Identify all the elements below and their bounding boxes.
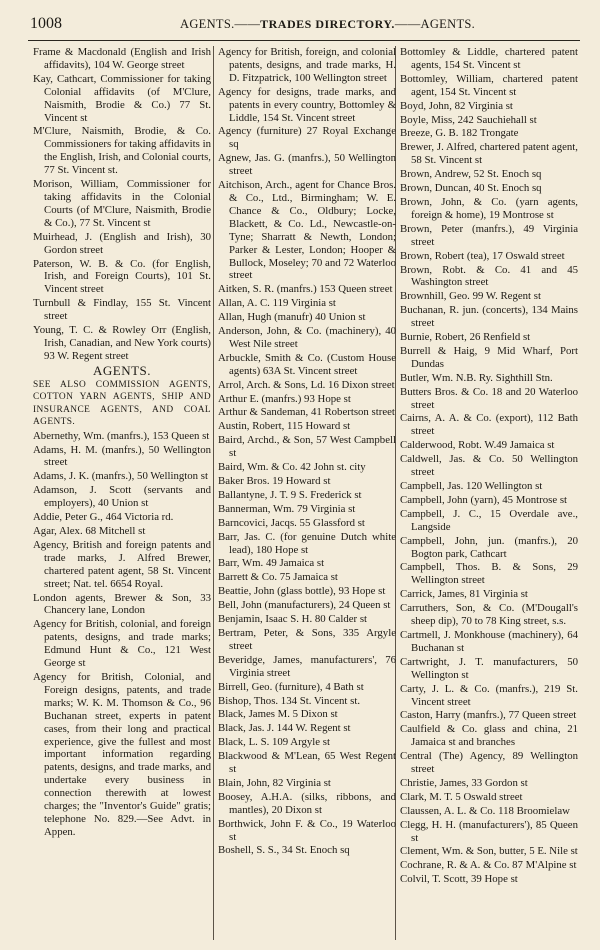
directory-entry: Bottomley & Liddle, chartered patent agents, 154 St. Vincent st (400, 46, 578, 71)
directory-entry: Aitchison, Arch., agent for Chance Bros. & Co., Ltd., Birmingham; W. E. Chance & Co., Oldbury; Locke, Blackett, & Co. Ld., Newcastle-on-Tyne; Sharratt & Newth, London; Parker & Lester, London; Hooper & Bullock, Moseley; 70 and 72 Waterloo street (218, 179, 396, 282)
directory-entry: Agency for designs, trade marks, and patents in every country, Bottomley & Liddle, 154 St. Vincent street (218, 85, 396, 124)
directory-entry: Anderson, John, & Co. (machinery), 40 West Nile street (218, 325, 396, 350)
directory-entry: Barncovici, Jacqs. 55 Glassford st (218, 516, 365, 529)
directory-entry: Arbuckle, Smith & Co. (Custom House agents) 63A St. Vincent street (218, 351, 396, 377)
directory-entry: Cartmell, J. Monkhouse (machinery), 64 Buchanan st (400, 628, 578, 654)
running-title (180, 17, 475, 32)
directory-entry: Allan, Hugh (manufr) 40 Union st (218, 311, 366, 324)
directory-entry: Adamson, J. Scott (servants and employers), 40 Union st (33, 484, 211, 510)
directory-entry: Butters Bros. & Co. 18 and 20 Waterloo street (400, 385, 578, 411)
directory-entry: Blain, John, 82 Virginia st (218, 776, 331, 789)
directory-entry: Bell, John (manufacturers), 24 Queen st (218, 599, 391, 612)
directory-entry: Addie, Peter G., 464 Victoria rd. (33, 511, 174, 524)
directory-entry: Clement, Wm. & Son, butter, 5 E. Nile st (400, 845, 578, 858)
directory-entry: Adams, J. K. (manfrs.), 50 Wellington st (33, 470, 208, 483)
directory-entry: Carrick, James, 81 Virginia st (400, 588, 528, 601)
directory-entry: Boyle, Miss, 242 Sauchiehall st (400, 113, 537, 126)
agents-entries (218, 46, 396, 857)
directory-entry: Agency, British and foreign patents and trade marks, J. Alfred Brewer, chartered patent agent, 58 St. Vincent street; Nat. tel. 6654 Royal. (33, 538, 211, 590)
directory-entry: Agency for British, colonial, and foreign patents, designs, and trade marks; Edmund Hunt & Co., 121 West George st (33, 618, 211, 670)
directory-entry: Brown, John, & Co. (yarn agents, foreign & home), 19 Montrose st (400, 195, 578, 221)
directory-entry: Arthur & Sandeman, 41 Robertson street (218, 406, 395, 419)
directory-entry: Agnew, Jas. G. (manfrs.), 50 Wellington street (218, 152, 396, 178)
directory-entry: Benjamin, Isaac S. H. 80 Calder st (218, 613, 368, 626)
directory-entry: Bertram, Peter, & Sons, 335 Argyle street (218, 626, 396, 652)
directory-entry: Allan, A. C. 119 Virginia st (218, 297, 336, 310)
directory-entry: Agency (furniture) 27 Royal Exchange sq (218, 125, 396, 151)
directory-entry: Buchanan, R. jun. (concerts), 134 Mains street (400, 304, 578, 330)
directory-entry: Bannerman, Wm. 79 Virginia st (218, 502, 356, 515)
see-also-note: SEE ALSO COMMISSION AGENTS, COTTON YARN AGENTS, SHIP AND INSURANCE AGENTS, AND COAL AGENTS. (33, 379, 211, 428)
directory-entry: Carruthers, Son, & Co. (M'Dougall's sheep dip), 70 to 78 King street, s.s. (400, 602, 578, 628)
page-header (0, 10, 600, 38)
directory-entry: Cairns, A. A. & Co. (export), 112 Bath street (400, 412, 578, 438)
running-title-left: AGENTS.—— (180, 16, 261, 31)
running-title-center: TRADES DIRECTORY. (260, 16, 395, 31)
directory-entry: Carty, J. L. & Co. (manfrs.), 219 St. Vincent street (400, 682, 578, 708)
directory-entry: Arthur E. (manfrs.) 93 Hope st (218, 392, 351, 405)
column-divider (213, 46, 214, 940)
directory-entry: Agency for British, Colonial, and Foreign designs, patents, and trade marks; W. K. M. Thomson & Co., 96 Buchanan street, experts in patent cases, from their long and practical experience, give the fullest and most important information regarding patents, designs, and trade marks, and undertake every business in connection therewith at lowest charges; the "Inventor's Guide" gratis; telephone No. 829.—See Advt. in Appen. (33, 670, 211, 838)
directory-entry: Campbell, John, jun. (manfrs.), 20 Bogton park, Cathcart (400, 534, 578, 560)
directory-entry: Barr, Wm. 49 Jamaica st (218, 557, 325, 570)
agents-entries (33, 430, 211, 839)
directory-entry: Brown, Duncan, 40 St. Enoch sq (400, 182, 542, 195)
directory-entry: Calderwood, Robt. W.49 Jamaica st (400, 439, 555, 452)
directory-entry: Black, James M. 5 Dixon st (218, 708, 338, 721)
directory-entry: Boshell, S. S., 34 St. Enoch sq (218, 844, 350, 857)
directory-entry: Muirhead, J. (English and Irish), 30 Gordon street (33, 230, 211, 256)
directory-entry: London agents, Brewer & Son, 33 Chancery lane, London (33, 591, 211, 617)
directory-entry: Christie, James, 33 Gordon st (400, 776, 528, 789)
directory-entry: Burnie, Robert, 26 Renfield st (400, 331, 531, 344)
directory-entry: Blackwood & M'Lean, 65 West Regent st (218, 750, 396, 776)
header-rule (28, 40, 580, 41)
directory-entry: Frame & Macdonald (English and Irish affidavits), 104 W. George street (33, 46, 211, 71)
directory-entry: Baker Bros. 19 Howard st (218, 475, 331, 487)
running-title-right: ——AGENTS. (394, 16, 476, 31)
directory-entry: Burrell & Haig, 9 Mid Wharf, Port Dundas (400, 344, 578, 370)
directory-entry: Caldwell, Jas. & Co. 50 Wellington street (400, 453, 578, 479)
directory-entry: Brown, Robt. & Co. 41 and 45 Washington street (400, 263, 578, 289)
directory-entry: Arrol, Arch. & Sons, Ld. 16 Dixon street (218, 378, 395, 391)
directory-entry: Central (The) Agency, 89 Wellington street (400, 750, 578, 776)
directory-entry: Black, Jas. J. 144 W. Regent st (218, 722, 351, 735)
directory-entry: Campbell, J. C., 15 Overdale ave., Langside (400, 507, 578, 533)
directory-entry: Boosey, A.H.A. (silks, ribbons, and mantles), 20 Dixon st (218, 790, 396, 816)
directory-entry: Campbell, Jas. 120 Wellington st (400, 480, 543, 492)
directory-entry: Agar, Alex. 68 Mitchell st (33, 525, 146, 537)
directory-entry: Colvil, T. Scott, 39 Hope st (400, 873, 518, 886)
directory-entry: Brown, Robert (tea), 17 Oswald street (400, 249, 565, 262)
directory-entry: Butler, Wm. N.B. Ry. Sighthill Stn. (400, 371, 553, 384)
directory-entry: Abernethy, Wm. (manfrs.), 153 Queen st (33, 429, 210, 442)
directory-entry: Cartwright, J. T. manufacturers, 50 Wellington st (400, 655, 578, 681)
directory-entry: Baird, Archd., & Son, 57 West Campbell st (218, 434, 396, 460)
directory-entry: Caston, Harry (manfrs.), 77 Queen street (400, 709, 577, 722)
column-2 (218, 46, 396, 858)
directory-entry: Bottomley, William, chartered patent agent, 154 St. Vincent st (400, 72, 578, 98)
directory-entry: Kay, Cathcart, Commissioner for taking Colonial affidavits (of M'Clure, Naismith, Brodie & Co.) 77 St. Vincent st (33, 72, 211, 124)
directory-entry: Campbell, John (yarn), 45 Montrose st (400, 493, 568, 506)
commissioners-entries (33, 46, 211, 363)
directory-entry: Clark, M. T. 5 Oswald street (400, 790, 523, 803)
directory-entry: Clegg, H. H. (manufacturers'), 85 Queen st (400, 818, 578, 844)
directory-entry: Brown, Peter (manfrs.), 49 Virginia street (400, 222, 578, 248)
directory-entry: Morison, William, Commissioner for taking affidavits in the Colonial Courts (of M'Clure, Naismith, Brodie & Co.), 77 St. Vincent st (33, 178, 211, 229)
directory-entry: Brownhill, Geo. 99 W. Regent st (400, 290, 541, 303)
directory-entry: Brown, Andrew, 52 St. Enoch sq (400, 168, 542, 181)
directory-entry: Caulfield & Co. glass and china, 21 Jamaica st and branches (400, 723, 578, 749)
directory-entry: Black, L. S. 109 Argyle st (218, 736, 330, 749)
directory-entry: Claussen, A. L. & Co. 118 Broomielaw (400, 804, 570, 817)
directory-entry: M'Clure, Naismith, Brodie, & Co. Commissioners for taking affidavits in the English, Irish, and Colonial courts, 77 St. Vincent st. (33, 125, 211, 177)
directory-entry: Barr, Jas. C. (for genuine Dutch white lead), 180 Hope st (218, 530, 396, 556)
directory-entry: Paterson, W. B. & Co. (for English, Irish, and Foreign Courts), 101 St. Vincent street (33, 257, 211, 296)
directory-entry: Turnbull & Findlay, 155 St. Vincent street (33, 297, 211, 323)
directory-entry: Adams, H. M. (manfrs.), 50 Wellington street (33, 443, 211, 469)
section-heading: AGENTS. (92, 362, 152, 378)
directory-entry: Aitken, S. R. (manfrs.) 153 Queen street (218, 283, 393, 296)
directory-entry: Beattie, John (glass bottle), 93 Hope st (218, 585, 386, 598)
directory-entry: Campbell, Thos. B. & Sons, 29 Wellington street (400, 561, 578, 587)
directory-entry: Bishop, Thos. 134 St. Vincent st. (218, 694, 361, 707)
agents-entries (400, 46, 578, 886)
directory-entry: Austin, Robert, 115 Howard st (218, 420, 351, 433)
directory-entry: Boyd, John, 82 Virginia st (400, 99, 513, 112)
directory-entry: Breeze, G. B. 182 Trongate (400, 127, 519, 140)
directory-entry: Birrell, Geo. (furniture), 4 Bath st (218, 680, 364, 693)
column-1 (33, 46, 211, 840)
directory-entry: Brewer, J. Alfred, chartered patent agent, 58 St. Vincent st (400, 141, 578, 167)
page-number: 1008 (30, 15, 62, 32)
directory-entry: Ballantyne, J. T. 9 S. Frederick st (218, 488, 362, 501)
directory-entry: Barrett & Co. 75 Jamaica st (218, 571, 338, 584)
directory-entry: Young, T. C. & Rowley Orr (English, Irish, Canadian, and New York courts) 93 W. Regent street (33, 324, 211, 362)
directory-entry: Borthwick, John F. & Co., 19 Waterloo st (218, 817, 396, 843)
directory-entry: Agency for British, foreign, and colonial patents, designs, and trade marks, H. D. Fitzpatrick, 100 Wellington street (218, 46, 396, 84)
column-3 (400, 46, 578, 887)
directory-entry: Cochrane, R. & A. & Co. 87 M'Alpine st (400, 859, 577, 872)
directory-entry: Beveridge, James, manufacturers', 76 Virginia street (218, 653, 396, 679)
directory-entry: Baird, Wm. & Co. 42 John st. city (218, 461, 366, 474)
